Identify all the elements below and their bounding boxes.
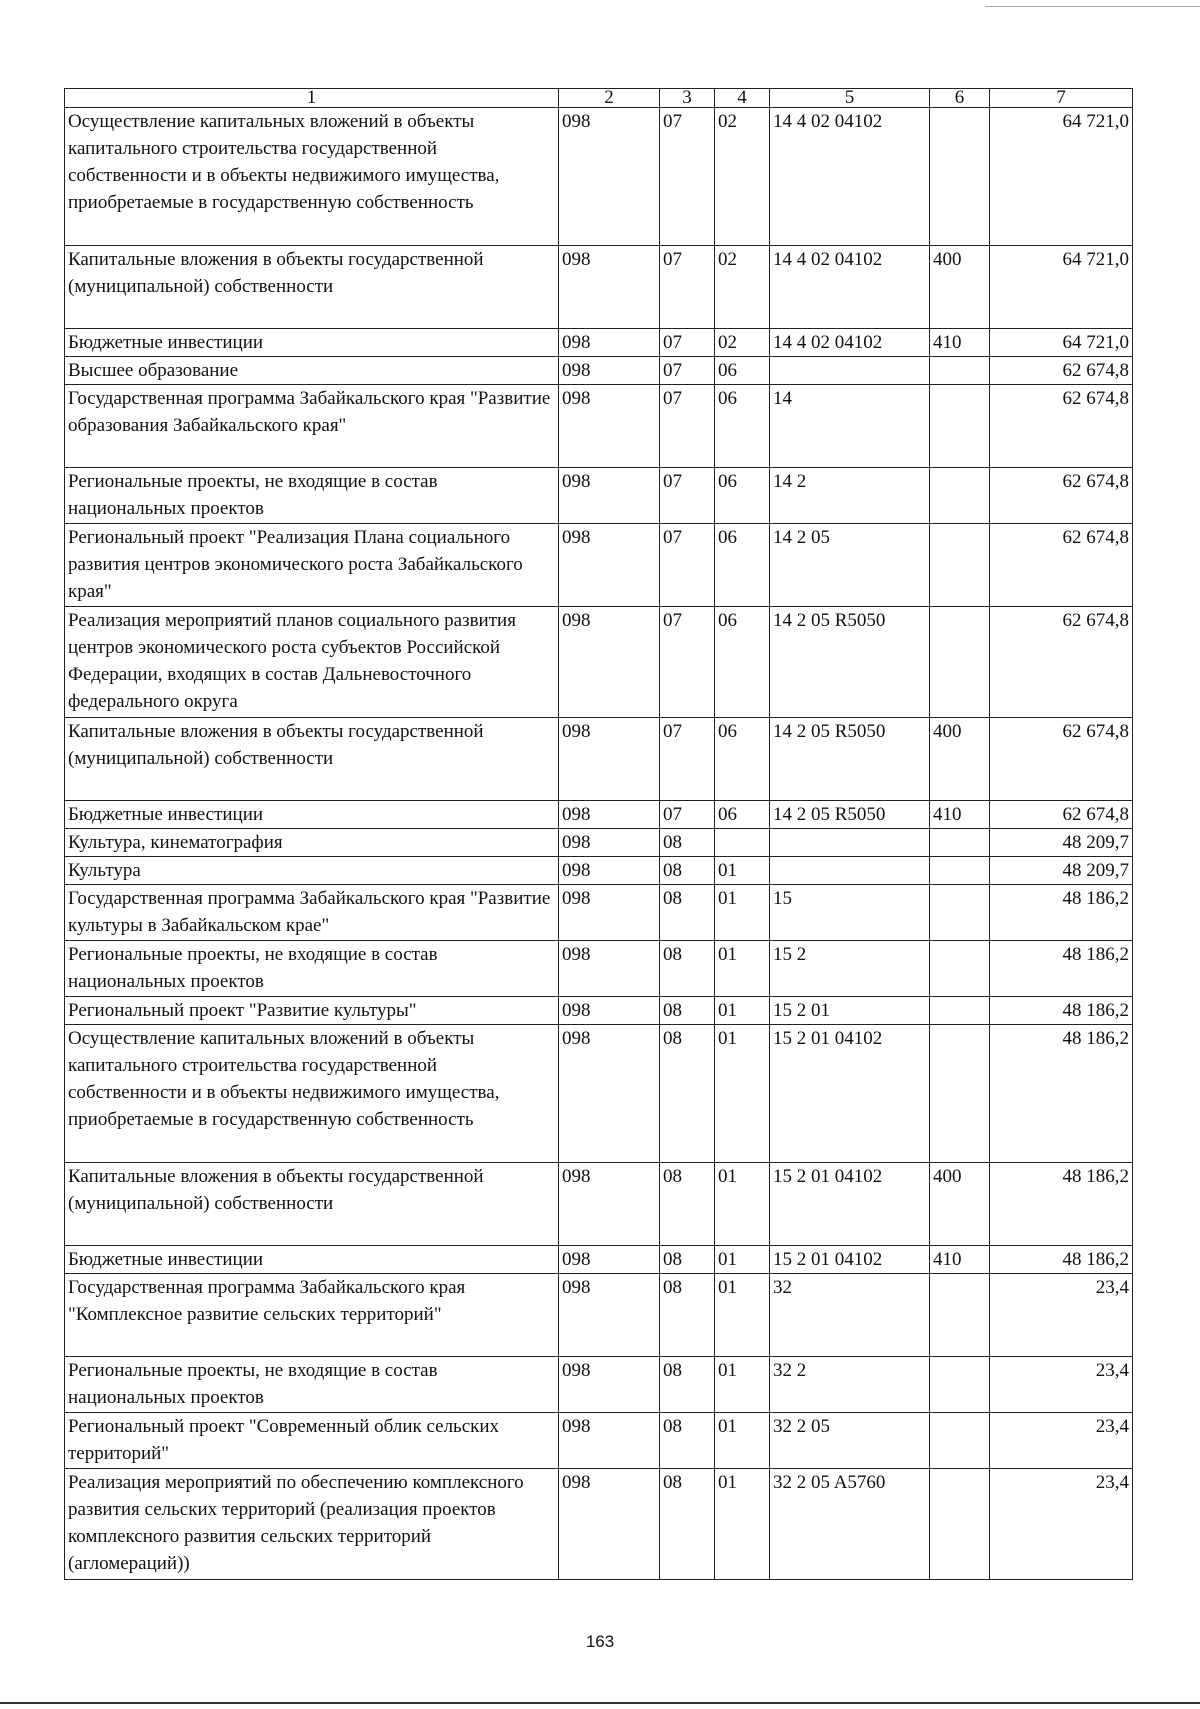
row-name-cell: Бюджетные инвестиции xyxy=(65,1246,559,1274)
row-name-cell: Государственная программа Забайкальского края "Развитие культуры в Забайкальском крае" xyxy=(65,885,559,941)
target-article-cell: 15 2 xyxy=(770,941,930,997)
table-row xyxy=(65,885,1133,941)
admin-code-cell: 098 xyxy=(559,718,660,801)
admin-code-cell: 098 xyxy=(559,357,660,385)
target-article-cell: 14 2 05 xyxy=(770,524,930,607)
target-article-cell: 15 2 01 04102 xyxy=(770,1163,930,1246)
table-row xyxy=(65,829,1133,857)
section-cell: 08 xyxy=(660,1163,715,1246)
table-row xyxy=(65,1357,1133,1413)
section-cell: 08 xyxy=(660,1274,715,1357)
amount-cell: 62 674,8 xyxy=(990,607,1133,718)
subsection-cell: 06 xyxy=(715,357,770,385)
section-cell: 07 xyxy=(660,718,715,801)
subsection-cell: 01 xyxy=(715,1025,770,1163)
subsection-cell: 06 xyxy=(715,385,770,468)
header-cell: 5 xyxy=(770,89,930,108)
expense-type-cell: 400 xyxy=(930,246,990,329)
admin-code-cell: 098 xyxy=(559,1246,660,1274)
subsection-cell: 06 xyxy=(715,607,770,718)
section-cell: 07 xyxy=(660,524,715,607)
table-row xyxy=(65,468,1133,524)
target-article-cell xyxy=(770,857,930,885)
section-cell: 08 xyxy=(660,829,715,857)
row-name-cell: Государственная программа Забайкальского края "Развитие образования Забайкальского края" xyxy=(65,385,559,468)
row-name-cell: Региональные проекты, не входящие в состав национальных проектов xyxy=(65,468,559,524)
expense-type-cell xyxy=(930,357,990,385)
target-article-cell xyxy=(770,829,930,857)
admin-code-cell: 098 xyxy=(559,997,660,1025)
amount-cell: 23,4 xyxy=(990,1413,1133,1469)
amount-cell: 23,4 xyxy=(990,1274,1133,1357)
table-row xyxy=(65,1025,1133,1163)
table-row xyxy=(65,1246,1133,1274)
section-cell: 07 xyxy=(660,108,715,246)
row-name-cell: Осуществление капитальных вложений в объекты капитального строительства государственной собственности и в объекты недвижимого имущества, приобретаемые в государственную собственность xyxy=(65,1025,559,1163)
page-number: 163 xyxy=(585,1632,615,1651)
subsection-cell: 01 xyxy=(715,1274,770,1357)
amount-cell: 48 209,7 xyxy=(990,857,1133,885)
amount-cell: 62 674,8 xyxy=(990,468,1133,524)
row-name-cell: Региональный проект "Современный облик сельских территорий" xyxy=(65,1413,559,1469)
section-cell: 08 xyxy=(660,857,715,885)
target-article-cell: 32 xyxy=(770,1274,930,1357)
admin-code-cell: 098 xyxy=(559,1413,660,1469)
admin-code-cell: 098 xyxy=(559,468,660,524)
admin-code-cell: 098 xyxy=(559,1274,660,1357)
header-cell: 2 xyxy=(559,89,660,108)
target-article-cell: 32 2 xyxy=(770,1357,930,1413)
subsection-cell: 06 xyxy=(715,801,770,829)
subsection-cell: 06 xyxy=(715,468,770,524)
admin-code-cell: 098 xyxy=(559,1357,660,1413)
target-article-cell: 15 xyxy=(770,885,930,941)
expense-type-cell xyxy=(930,1357,990,1413)
subsection-cell: 01 xyxy=(715,857,770,885)
expense-type-cell xyxy=(930,997,990,1025)
row-name-cell: Культура, кинематография xyxy=(65,829,559,857)
expense-type-cell xyxy=(930,1469,990,1580)
table-row xyxy=(65,997,1133,1025)
header-cell: 1 xyxy=(65,89,559,108)
expense-type-cell xyxy=(930,607,990,718)
target-article-cell: 15 2 01 04102 xyxy=(770,1246,930,1274)
subsection-cell: 01 xyxy=(715,997,770,1025)
budget-table xyxy=(64,88,1133,1580)
amount-cell: 23,4 xyxy=(990,1357,1133,1413)
subsection-cell: 01 xyxy=(715,1163,770,1246)
header-cell: 6 xyxy=(930,89,990,108)
section-cell: 08 xyxy=(660,997,715,1025)
table-row xyxy=(65,801,1133,829)
table-row xyxy=(65,718,1133,801)
section-cell: 07 xyxy=(660,468,715,524)
section-cell: 08 xyxy=(660,1413,715,1469)
amount-cell: 64 721,0 xyxy=(990,108,1133,246)
target-article-cell: 14 4 02 04102 xyxy=(770,108,930,246)
admin-code-cell: 098 xyxy=(559,829,660,857)
table-row xyxy=(65,857,1133,885)
section-cell: 08 xyxy=(660,1357,715,1413)
row-name-cell: Капитальные вложения в объекты государственной (муниципальной) собственности xyxy=(65,246,559,329)
expense-type-cell xyxy=(930,885,990,941)
row-name-cell: Бюджетные инвестиции xyxy=(65,801,559,829)
row-name-cell: Бюджетные инвестиции xyxy=(65,329,559,357)
table-row xyxy=(65,1413,1133,1469)
table-row xyxy=(65,108,1133,246)
subsection-cell: 01 xyxy=(715,1413,770,1469)
admin-code-cell: 098 xyxy=(559,108,660,246)
admin-code-cell: 098 xyxy=(559,329,660,357)
subsection-cell: 02 xyxy=(715,108,770,246)
expense-type-cell: 410 xyxy=(930,1246,990,1274)
section-cell: 07 xyxy=(660,607,715,718)
subsection-cell: 01 xyxy=(715,941,770,997)
admin-code-cell: 098 xyxy=(559,524,660,607)
row-name-cell: Региональные проекты, не входящие в состав национальных проектов xyxy=(65,1357,559,1413)
expense-type-cell xyxy=(930,829,990,857)
row-name-cell: Культура xyxy=(65,857,559,885)
subsection-cell: 06 xyxy=(715,524,770,607)
expense-type-cell: 400 xyxy=(930,1163,990,1246)
admin-code-cell: 098 xyxy=(559,246,660,329)
target-article-cell: 32 2 05 xyxy=(770,1413,930,1469)
row-name-cell: Осуществление капитальных вложений в объекты капитального строительства государственной собственности и в объекты недвижимого имущества, приобретаемые в государственную собственность xyxy=(65,108,559,246)
admin-code-cell: 098 xyxy=(559,801,660,829)
row-name-cell: Региональный проект "Реализация Плана социального развития центров экономического роста Забайкальского края" xyxy=(65,524,559,607)
target-article-cell: 14 2 05 R5050 xyxy=(770,718,930,801)
subsection-cell: 01 xyxy=(715,885,770,941)
target-article-cell xyxy=(770,357,930,385)
section-cell: 07 xyxy=(660,385,715,468)
header-cell: 3 xyxy=(660,89,715,108)
row-name-cell: Реализация мероприятий по обеспечению комплексного развития сельских территорий (реализация проектов комплексного развития сельских территорий (агломераций)) xyxy=(65,1469,559,1580)
expense-type-cell xyxy=(930,468,990,524)
admin-code-cell: 098 xyxy=(559,1025,660,1163)
table-row xyxy=(65,385,1133,468)
admin-code-cell: 098 xyxy=(559,1469,660,1580)
amount-cell: 48 209,7 xyxy=(990,829,1133,857)
header-cell: 4 xyxy=(715,89,770,108)
expense-type-cell xyxy=(930,524,990,607)
expense-type-cell xyxy=(930,857,990,885)
table-row xyxy=(65,607,1133,718)
section-cell: 08 xyxy=(660,1469,715,1580)
expense-type-cell xyxy=(930,941,990,997)
section-cell: 07 xyxy=(660,246,715,329)
expense-type-cell xyxy=(930,385,990,468)
row-name-cell: Региональные проекты, не входящие в состав национальных проектов xyxy=(65,941,559,997)
target-article-cell: 14 4 02 04102 xyxy=(770,329,930,357)
subsection-cell: 01 xyxy=(715,1469,770,1580)
header-cell: 7 xyxy=(990,89,1133,108)
amount-cell: 62 674,8 xyxy=(990,524,1133,607)
expense-type-cell xyxy=(930,108,990,246)
subsection-cell: 06 xyxy=(715,718,770,801)
section-cell: 07 xyxy=(660,329,715,357)
scan-edge-line-top xyxy=(985,6,1200,7)
target-article-cell: 14 2 xyxy=(770,468,930,524)
row-name-cell: Высшее образование xyxy=(65,357,559,385)
amount-cell: 48 186,2 xyxy=(990,1025,1133,1163)
header-row xyxy=(65,89,1133,108)
section-cell: 07 xyxy=(660,357,715,385)
subsection-cell: 01 xyxy=(715,1357,770,1413)
table-row xyxy=(65,1163,1133,1246)
section-cell: 08 xyxy=(660,1246,715,1274)
amount-cell: 48 186,2 xyxy=(990,885,1133,941)
admin-code-cell: 098 xyxy=(559,857,660,885)
expense-type-cell: 410 xyxy=(930,329,990,357)
scan-edge-line-bottom xyxy=(0,1702,1200,1704)
expense-type-cell: 400 xyxy=(930,718,990,801)
amount-cell: 48 186,2 xyxy=(990,997,1133,1025)
expense-type-cell: 410 xyxy=(930,801,990,829)
amount-cell: 64 721,0 xyxy=(990,329,1133,357)
target-article-cell: 14 4 02 04102 xyxy=(770,246,930,329)
amount-cell: 23,4 xyxy=(990,1469,1133,1580)
row-name-cell: Региональный проект "Развитие культуры" xyxy=(65,997,559,1025)
row-name-cell: Государственная программа Забайкальского края "Комплексное развитие сельских территорий" xyxy=(65,1274,559,1357)
admin-code-cell: 098 xyxy=(559,885,660,941)
expense-type-cell xyxy=(930,1274,990,1357)
admin-code-cell: 098 xyxy=(559,385,660,468)
amount-cell: 48 186,2 xyxy=(990,1163,1133,1246)
admin-code-cell: 098 xyxy=(559,1163,660,1246)
row-name-cell: Реализация мероприятий планов социального развития центров экономического роста субъектов Российской Федерации, входящих в состав Дальневосточного федерального округа xyxy=(65,607,559,718)
target-article-cell: 14 2 05 R5050 xyxy=(770,801,930,829)
amount-cell: 62 674,8 xyxy=(990,801,1133,829)
subsection-cell: 02 xyxy=(715,246,770,329)
section-cell: 08 xyxy=(660,1025,715,1163)
target-article-cell: 15 2 01 04102 xyxy=(770,1025,930,1163)
target-article-cell: 32 2 05 A5760 xyxy=(770,1469,930,1580)
table-row xyxy=(65,357,1133,385)
subsection-cell: 01 xyxy=(715,1246,770,1274)
table-row xyxy=(65,1469,1133,1580)
section-cell: 08 xyxy=(660,885,715,941)
row-name-cell: Капитальные вложения в объекты государственной (муниципальной) собственности xyxy=(65,718,559,801)
amount-cell: 62 674,8 xyxy=(990,385,1133,468)
subsection-cell xyxy=(715,829,770,857)
admin-code-cell: 098 xyxy=(559,941,660,997)
table-row xyxy=(65,246,1133,329)
amount-cell: 62 674,8 xyxy=(990,718,1133,801)
section-cell: 07 xyxy=(660,801,715,829)
table-row xyxy=(65,1274,1133,1357)
target-article-cell: 14 xyxy=(770,385,930,468)
amount-cell: 48 186,2 xyxy=(990,1246,1133,1274)
amount-cell: 62 674,8 xyxy=(990,357,1133,385)
row-name-cell: Капитальные вложения в объекты государственной (муниципальной) собственности xyxy=(65,1163,559,1246)
expense-type-cell xyxy=(930,1413,990,1469)
expense-type-cell xyxy=(930,1025,990,1163)
amount-cell: 48 186,2 xyxy=(990,941,1133,997)
admin-code-cell: 098 xyxy=(559,607,660,718)
table-row xyxy=(65,941,1133,997)
section-cell: 08 xyxy=(660,941,715,997)
table-row xyxy=(65,329,1133,357)
table-row xyxy=(65,524,1133,607)
target-article-cell: 14 2 05 R5050 xyxy=(770,607,930,718)
amount-cell: 64 721,0 xyxy=(990,246,1133,329)
target-article-cell: 15 2 01 xyxy=(770,997,930,1025)
subsection-cell: 02 xyxy=(715,329,770,357)
